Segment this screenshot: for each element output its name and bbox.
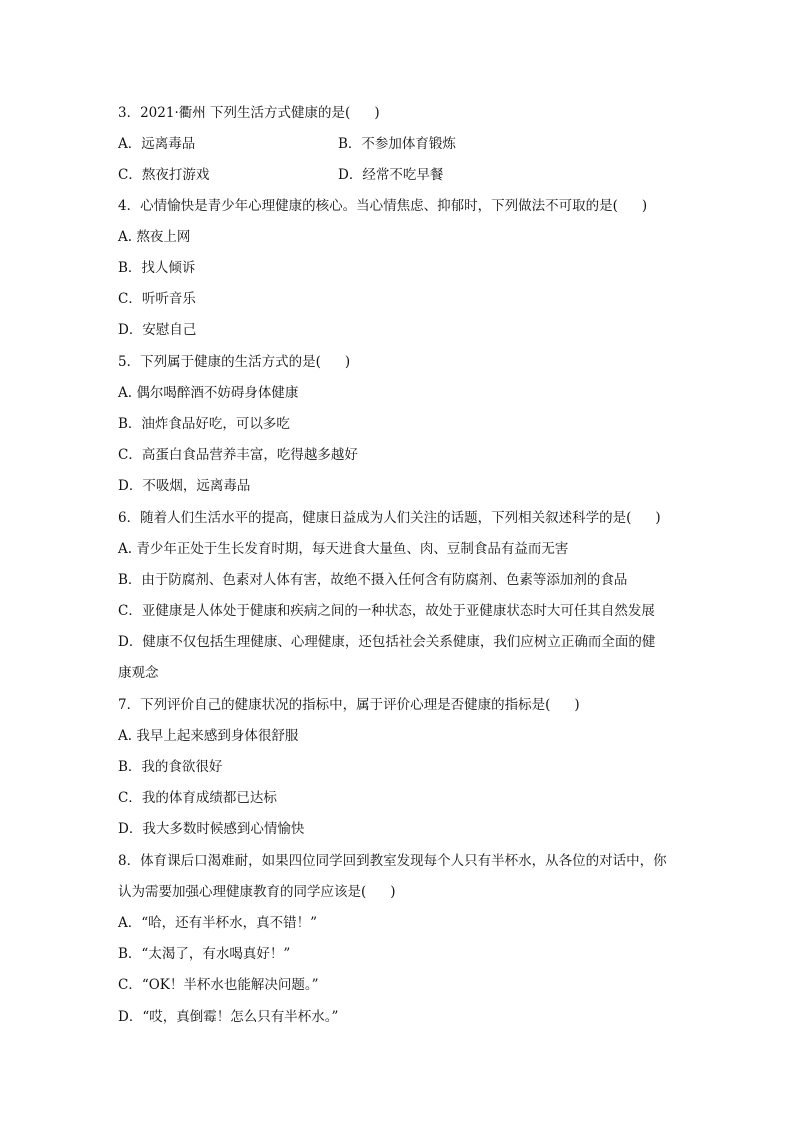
question-7-stem: 7．下列评价自己的健康状况的指标中，属于评价心理是否健康的指标是( ) [118, 697, 580, 713]
question-7-option-a: A. 我早上起来感到身体很舒服 [118, 728, 299, 744]
question-7-option-d: D．我大多数时候感到心情愉快 [118, 821, 305, 837]
question-5-option-a: A. 偶尔喝醉酒不妨碍身体健康 [118, 385, 299, 401]
question-6-option-d-line-2: 康观念 [118, 665, 159, 681]
question-6-option-d-line-1: D．健康不仅包括生理健康、心理健康，还包括社会关系健康，我们应树立正确而全面的健 [118, 634, 656, 650]
question-5-option-d: D．不吸烟，远离毒品 [118, 478, 251, 494]
question-4-stem: 4．心情愉快是青少年心理健康的核心。当心情焦虑、抑郁时，下列做法不可取的是( ) [118, 198, 648, 214]
question-4-option-c: C．听听音乐 [118, 291, 196, 307]
question-7-option-b: B．我的食欲很好 [118, 759, 223, 775]
question-8-option-a: A．“哈，还有半杯水，真不错！” [118, 915, 318, 931]
question-6-option-c: C．亚健康是人体处于健康和疾病之间的一种状态，故处于亚健康状态时大可任其自然发展 [118, 603, 655, 619]
question-3-option-a: A．远离毒品 [118, 136, 196, 152]
question-3-options-row-1 [118, 135, 195, 153]
question-3-stem: 3．2021·衢州 下列生活方式健康的是( ) [118, 105, 380, 121]
question-8-stem-line-1: 8．体育课后口渴难耐，如果四位同学回到教室发现每个人只有半杯水，从各位的对话中，你 [118, 853, 667, 869]
question-3-source: 3．2021·衢州 [118, 105, 206, 121]
question-8-stem-line-2: 认为需要加强心理健康教育的同学应该是( ) [118, 884, 396, 900]
question-3-option-c: C．熬夜打游戏 [118, 167, 210, 183]
question-4-option-b: B．找人倾诉 [118, 260, 196, 276]
question-5-option-b: B．油炸食品好吃，可以多吃 [118, 416, 290, 432]
question-6-option-b: B．由于防腐剂、色素对人体有害，故绝不摄入任何含有防腐剂、色素等添加剂的食品 [118, 572, 628, 588]
question-7-option-c: C．我的体育成绩都已达标 [118, 790, 277, 806]
question-3-option-d: D．经常不吃早餐 [338, 167, 444, 183]
question-8-option-c: C．“OK！半杯水也能解决问题。” [118, 977, 319, 993]
question-6-option-a: A. 青少年正处于生长发育时期，每天进食大量鱼、肉、豆制食品有益而无害 [118, 541, 569, 557]
question-3-text: 下列生活方式健康的是( [210, 105, 351, 121]
question-8-option-b: B．“太渴了，有水喝真好！” [118, 946, 291, 962]
question-6-stem: 6．随着人们生活水平的提高，健康日益成为人们关注的话题，下列相关叙述科学的是( ) [118, 510, 661, 526]
question-8-option-d: D．“哎，真倒霉！怎么只有半杯水。” [118, 1009, 339, 1025]
question-5-stem: 5．下列属于健康的生活方式的是( ) [118, 354, 351, 370]
question-5-option-c: C．高蛋白食品营养丰富，吃得越多越好 [118, 447, 358, 463]
question-4-option-d: D．安慰自己 [118, 322, 197, 338]
question-4-option-a: A. 熬夜上网 [118, 229, 191, 245]
question-3-option-b: B．不参加体育锻炼 [338, 136, 456, 152]
